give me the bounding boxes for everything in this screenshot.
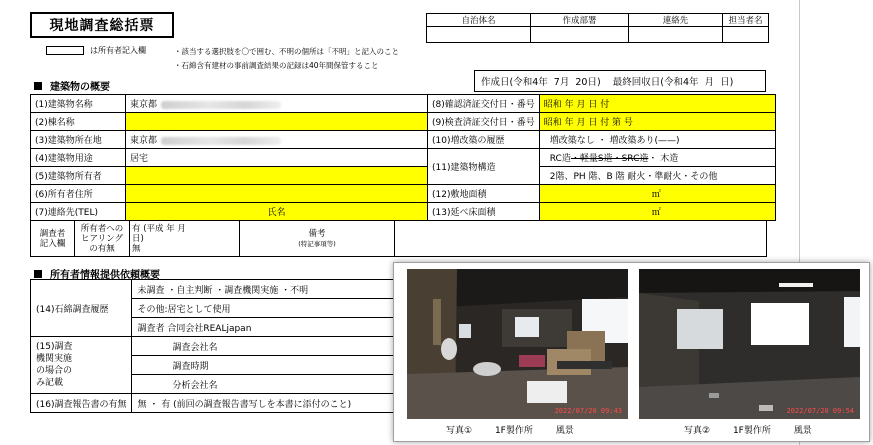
- remarks-title: 備考: [308, 228, 326, 239]
- photo-2-timestamp: 2022/07/20 09:54: [786, 407, 854, 415]
- row-value[interactable]: 増改築なし ・ 増改築あり(——): [539, 131, 775, 149]
- hearing-label: 所有者への ヒアリング の有無: [75, 221, 130, 257]
- header-col-person: 担当者名: [723, 14, 769, 27]
- structure-line-2[interactable]: 2階、PH 階、B 階 耐火・準耐火・その他: [539, 167, 775, 185]
- photo-1-caption: 写真① 1F製作所 風景: [446, 426, 574, 436]
- row-label: (12)敷地面積: [428, 185, 540, 203]
- photo-1[interactable]: [407, 269, 628, 419]
- row-value[interactable]: [126, 185, 428, 203]
- structure-line-1[interactable]: RC造・軽量S造・SRC造・ 木造: [539, 149, 775, 167]
- photo-2-image: [639, 269, 860, 419]
- redacted-text: [161, 101, 281, 109]
- header-value-contact[interactable]: [629, 27, 723, 43]
- row-value[interactable]: 昭和 年 月 日 付: [539, 95, 775, 113]
- row-value[interactable]: 東京都: [126, 95, 428, 113]
- row-label: (9)検査済証交付日・番号: [428, 113, 540, 131]
- building-table: [30, 94, 776, 221]
- photo-2-caption: 写真② 1F製作所 風景: [684, 426, 812, 436]
- row-label: (7)連絡先(TEL): [31, 203, 126, 221]
- note-line: ・該当する選択肢を〇で囲む、不明の個所は「不明」と記入のこと: [174, 47, 399, 56]
- hearing-value[interactable]: 有 (平成 年 月 日) 無: [130, 221, 240, 257]
- row-value[interactable]: 氏名: [126, 203, 428, 221]
- legend-swatch: [46, 46, 84, 55]
- header-value-person[interactable]: [723, 27, 769, 43]
- header-col-contact: 連絡先: [629, 14, 723, 27]
- report-value[interactable]: 無 ・ 有 (前回の調査報告書写しを本書に添付のこと): [132, 394, 402, 413]
- photo-1-timestamp: 2022/07/20 09:43: [554, 407, 622, 415]
- row-value[interactable]: ㎡: [539, 185, 775, 203]
- row-value[interactable]: 東京都: [126, 131, 428, 149]
- section-bullet-icon: [34, 270, 42, 278]
- remarks-label: [240, 221, 395, 257]
- agency-period[interactable]: 調査時期: [132, 356, 402, 375]
- agency-label: (15)調査 機関実施 の場合の み記載: [31, 337, 132, 394]
- agency-company[interactable]: 調査会社名: [132, 337, 402, 356]
- asbestos-history-options[interactable]: 未調査 ・自主判断 ・調査機関実施 ・不明: [132, 280, 402, 299]
- photo-2[interactable]: [639, 269, 860, 419]
- row-value[interactable]: 居宅: [126, 149, 428, 167]
- row-label: (11)建築物構造: [428, 149, 540, 185]
- row-value[interactable]: [126, 113, 428, 131]
- asbestos-history-surveyor[interactable]: 調査者 合同会社REALjapan: [132, 318, 402, 337]
- asbestos-history-other[interactable]: その他:居宅として使用: [132, 299, 402, 318]
- section-title: 所有者情報提供依頼概要: [50, 270, 160, 281]
- row-label: (2)棟名称: [31, 113, 126, 131]
- remarks-subtitle: (特記事項等): [298, 239, 336, 248]
- date-line: 作成日(令和4年 7月 20日) 最終回収日(令和4年 月 日): [474, 70, 766, 92]
- photo-panel: [393, 262, 870, 442]
- surveyor-label: 調査者 記入欄: [31, 221, 75, 257]
- row-label: (4)建築物用途: [31, 149, 126, 167]
- photo-1-image: [407, 269, 628, 419]
- agency-lab[interactable]: 分析会社名: [132, 375, 402, 394]
- section-bullet-icon: [34, 82, 42, 90]
- section-title: 建築物の概要: [50, 82, 110, 93]
- header-table: [426, 13, 769, 43]
- row-label: (8)確認済証交付日・番号: [428, 95, 540, 113]
- row-value[interactable]: ㎡: [539, 203, 775, 221]
- note-line: ・石綿含有建材の事前調査結果の記録は40年間保管すること: [174, 61, 379, 70]
- row-label: (13)延べ床面積: [428, 203, 540, 221]
- row-label: (6)所有者住所: [31, 185, 126, 203]
- asbestos-history-label: (14)石綿調査履歴: [31, 280, 132, 337]
- row-label: (3)建築物所在地: [31, 131, 126, 149]
- report-label: (16)調査報告書の有無: [31, 394, 132, 413]
- section-building-overview: [34, 78, 110, 93]
- row-value[interactable]: [126, 167, 428, 185]
- request-table: [30, 279, 402, 413]
- legend-text: は所有者記入欄: [90, 46, 146, 55]
- row-label: (1)建築物名称: [31, 95, 126, 113]
- header-value-department[interactable]: [531, 27, 629, 43]
- instruction-notes: [174, 45, 399, 73]
- redacted-text: [161, 137, 281, 145]
- header-value-municipality[interactable]: [427, 27, 531, 43]
- row-label: (10)増改築の履歴: [428, 131, 540, 149]
- header-col-municipality: 自治体名: [427, 14, 531, 27]
- document-title: 現地調査総括票: [30, 12, 174, 38]
- row-label: (5)建築物所有者: [31, 167, 126, 185]
- row-value[interactable]: 昭和 年 月 日 付 第 号: [539, 113, 775, 131]
- header-col-department: 作成部署: [531, 14, 629, 27]
- remarks-value[interactable]: [395, 221, 767, 257]
- survey-table: [30, 220, 767, 257]
